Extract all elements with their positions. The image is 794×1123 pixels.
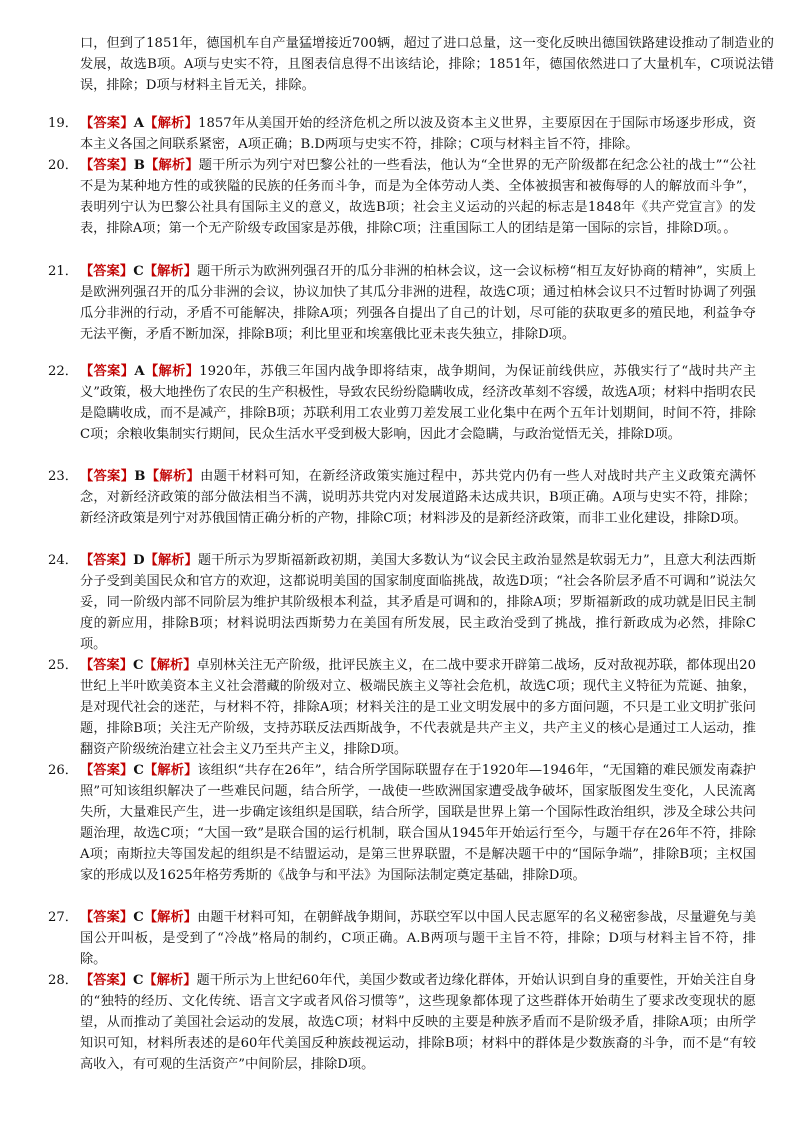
- analysis-text: 卓别林关注无产阶级，批评民族主义，在二战中要求开辟第二战场，反对敌视苏联，都体现出20世纪上半叶欧美资本主义社会潜藏的阶级对立、极端民族主义等社会危机，故选C项；现代主义特征为荒诞、抽象，是对现代社会的迷茫，与材料不符，排除A项；材料关注的是工业文明发展中的多方面问题，不只是工业文明扩张问题，排除B项；关注无产阶级，支持苏联反法西斯战争，不代表就是共产主义，共产主义的核心是通过工人运动，推翻资产阶级统治建立社会主义乃至共产主义，排除D项。: [80, 658, 757, 757]
- question-number: 19．: [48, 116, 78, 131]
- answer-choice: C: [132, 973, 144, 988]
- question-number: 28．: [48, 973, 78, 988]
- analysis-label: 【解析】: [143, 910, 198, 925]
- answer-item-28: [48, 970, 756, 1075]
- answer-label: 【答案】: [80, 763, 134, 778]
- answer-label: 【答案】: [80, 910, 134, 925]
- analysis-label: 【解析】: [143, 973, 197, 988]
- answer-label: 【答案】: [80, 658, 133, 673]
- continued-analysis-text: 口，但到了1851年，德国机车自产量猛增接近700辆，超过了进口总量，这一变化反映出德国铁路建设推动了制造业的发展，故选B项。A项与史实不符，且图表信息得不出该结论，排除；1851年，德国依然进口了大量机车，C项说法错误，排除；D项与材料主旨无关，排除。: [80, 36, 774, 93]
- question-number: 24．: [48, 553, 78, 568]
- answer-choice: C: [132, 658, 144, 673]
- answer-label: 【答案】: [80, 469, 135, 484]
- answer-body: [48, 550, 756, 655]
- analysis-text: 题干所示为欧洲列强召开的瓜分非洲的柏林会议，这一会议标榜“相互友好协商的精神”，实质上是欧洲列强召开的瓜分非洲的会议，协议加快了其瓜分非洲的进程，故选C项；通过柏林会议只不过暂时协调了列强瓜分非洲的行动，矛盾不可能解决，排除A项；列强各自提出了自己的计划，尽可能的获取更多的殖民地，利益争夺无法平衡，矛盾不断加深，排除B项；利比里亚和埃塞俄比亚未丧失独立，排除D项。: [80, 264, 757, 342]
- answer-item-26: [48, 760, 756, 886]
- analysis-label: 【解析】: [143, 658, 197, 673]
- analysis-label: 【解析】: [143, 763, 198, 778]
- question-number: 22．: [48, 364, 78, 379]
- answer-label: 【答案】: [80, 973, 133, 988]
- analysis-text: 1920年，苏俄三年国内战争即将结束，战争期间，为保证前线供应，苏俄实行了“战时共产主义”政策，极大地挫伤了农民的生产积极性，导致农民纷纷隐瞒收成，经济改革刻不容缓，故选A项；材料中指明农民是隐瞒收成，而不是减产，排除B项；苏联利用工农业剪刀差发展工业化集中在两个五年计划期间，时间不符，排除C项；余粮收集制实行期间，民众生活水平受到极大影响，因此才会隐瞒，与政治觉悟无关，排除D项。: [80, 364, 757, 442]
- answer-item-25: [48, 655, 756, 760]
- question-number: 26．: [48, 763, 78, 778]
- analysis-label: 【解析】: [144, 158, 199, 173]
- answer-label: 【答案】: [80, 364, 135, 379]
- analysis-text: 题干所示为上世纪60年代，美国少数或者边缘化群体，开始认识到自身的重要性，开始关注自身的“独特的经历、文化传统、语言文字或者风俗习惯等”，这些现象都体现了这些群体开始萌生了要求改变现状的愿望，从而推动了美国社会运动的发展，故选C项；材料中反映的主要是种族矛盾而不是阶级矛盾，排除A项；由所学知识可知，材料所表述的是60年代美国反种族歧视运动，排除B项；材料中的群体是少数族裔的斗争，而不是“有较高收入，有可观的生活资产”中间阶层，排除D项。: [80, 973, 757, 1072]
- question-number: 25．: [48, 658, 78, 673]
- answer-label: 【答案】: [80, 264, 134, 279]
- answer-choice: C: [133, 264, 144, 279]
- answer-body: [48, 907, 756, 970]
- answer-item-23: [48, 466, 756, 529]
- answer-choice: B: [134, 469, 146, 484]
- answer-body: [48, 970, 756, 1075]
- answer-choice: C: [133, 910, 144, 925]
- answer-body: [48, 361, 756, 445]
- analysis-text: 题干所示为罗斯福新政初期，美国大多数认为“议会民主政治显然是软弱无力”，且意大利法西斯分子受到美国民众和官方的欢迎，这都说明美国的国家制度面临挑战，故选D项；“社会各阶层矛盾不可调和”说法欠妥，同一阶级内部不同阶层为维护其阶级根本利益，其矛盾是可调和的，排除A项；罗斯福新政的成功就是旧民主制度的新应用，排除B项；材料说明法西斯势力在美国有所发展，民主政治受到了挑战，推行新政成为必然，排除C项。: [80, 553, 757, 652]
- answer-choice: D: [133, 553, 145, 568]
- analysis-text: 该组织“共存在26年”，结合所学国际联盟存在于1920年—1946年，“无国籍的难民颁发南森护照”可知该组织解决了一些难民问题，结合所学，一战使一些欧洲国家遭受战争破坏，国家版图发生变化，人民流离失所，大量难民产生，进一步确定该组织是国联，结合所学，国联是世界上第一个国际性政治组织，涉及全球公共问题治理，故选C项；“大国一致”是联合国的运行机制，联合国从1945年开始运行至今，与题干存在26年不符，排除A项；南斯拉夫等国发起的组织是不结盟运动，是第三世界联盟，不是解决题干中的“国际争端”，排除B项；主权国家的形成以及1625年格劳秀斯的《战争与和平法》为国际法制定奠定基础，排除D项。: [80, 763, 756, 883]
- analysis-label: 【解析】: [145, 469, 201, 484]
- answer-item-24: [48, 550, 756, 655]
- question-number: 27．: [48, 910, 78, 925]
- answer-body: [48, 655, 756, 760]
- answer-choice: B: [133, 158, 145, 173]
- question-number: 20．: [48, 158, 78, 173]
- analysis-text: 题干所示为列宁对巴黎公社的一些看法，他认为“全世界的无产阶级都在纪念公社的战士”“公社不是为某种地方性的或狭隘的民族的任务而斗争，而是为全体劳动人类、全体被损害和被侮辱的人的解放而斗争”，表明列宁认为巴黎公社具有国际主义的意义，故选B项；社会主义运动的兴起的标志是1848年《共产党宣言》的发表，排除A项；第一个无产阶级专政国家是苏俄，排除C项；注重国际工人的团结是第一国际的宗旨，排除D项。。: [80, 158, 757, 236]
- answer-body: [48, 760, 756, 886]
- answer-label: 【答案】: [80, 158, 134, 173]
- answer-item-27: [48, 907, 756, 970]
- analysis-text: 1857年从美国开始的经济危机之所以波及资本主义世界，主要原因在于国际市场逐步形成，资本主义各国之间联系紧密，A项正确；B.D两项与史实不符，排除；C项与材料主旨不符，排除。: [80, 116, 757, 152]
- answer-label: 【答案】: [80, 553, 134, 568]
- question-number: 23．: [48, 469, 78, 484]
- answer-item-19: [48, 113, 756, 155]
- analysis-label: 【解析】: [144, 364, 200, 379]
- answer-item-21: [48, 261, 756, 345]
- analysis-label: 【解析】: [144, 553, 198, 568]
- answer-body: [48, 466, 756, 529]
- answer-label: 【答案】: [80, 116, 134, 131]
- answer-body: [48, 113, 756, 155]
- answer-item-20: [48, 155, 756, 239]
- answer-choice: C: [133, 763, 144, 778]
- analysis-label: 【解析】: [143, 264, 198, 279]
- analysis-text: 由题干材料可知，在新经济政策实施过程中，苏共党内仍有一些人对战时共产主义政策充满怀念，对新经济政策的部分做法相当不满，说明苏共党内对发展道路未达成共识，B项正确。A项与史实不符，排除；新经济政策是列宁对苏俄国情正确分析的产物，排除C项；材料涉及的是新经济政策，而非工业化建设，排除D项。: [80, 469, 757, 526]
- analysis-text: 由题干材料可知，在朝鲜战争期间，苏联空军以中国人民志愿军的名义秘密参战，尽量避免与美国公开叫板，是受到了“冷战”格局的制约，C项正确。A.B两项与题干主旨不符，排除；D项与材料主旨不符，排除。: [80, 910, 757, 967]
- answer-item-22: [48, 361, 756, 445]
- answer-body: [48, 261, 756, 345]
- answer-choice: A: [133, 116, 145, 131]
- answer-choice: A: [134, 364, 145, 379]
- analysis-label: 【解析】: [144, 116, 199, 131]
- question-number: 21．: [48, 264, 78, 279]
- answer-body: [48, 155, 756, 239]
